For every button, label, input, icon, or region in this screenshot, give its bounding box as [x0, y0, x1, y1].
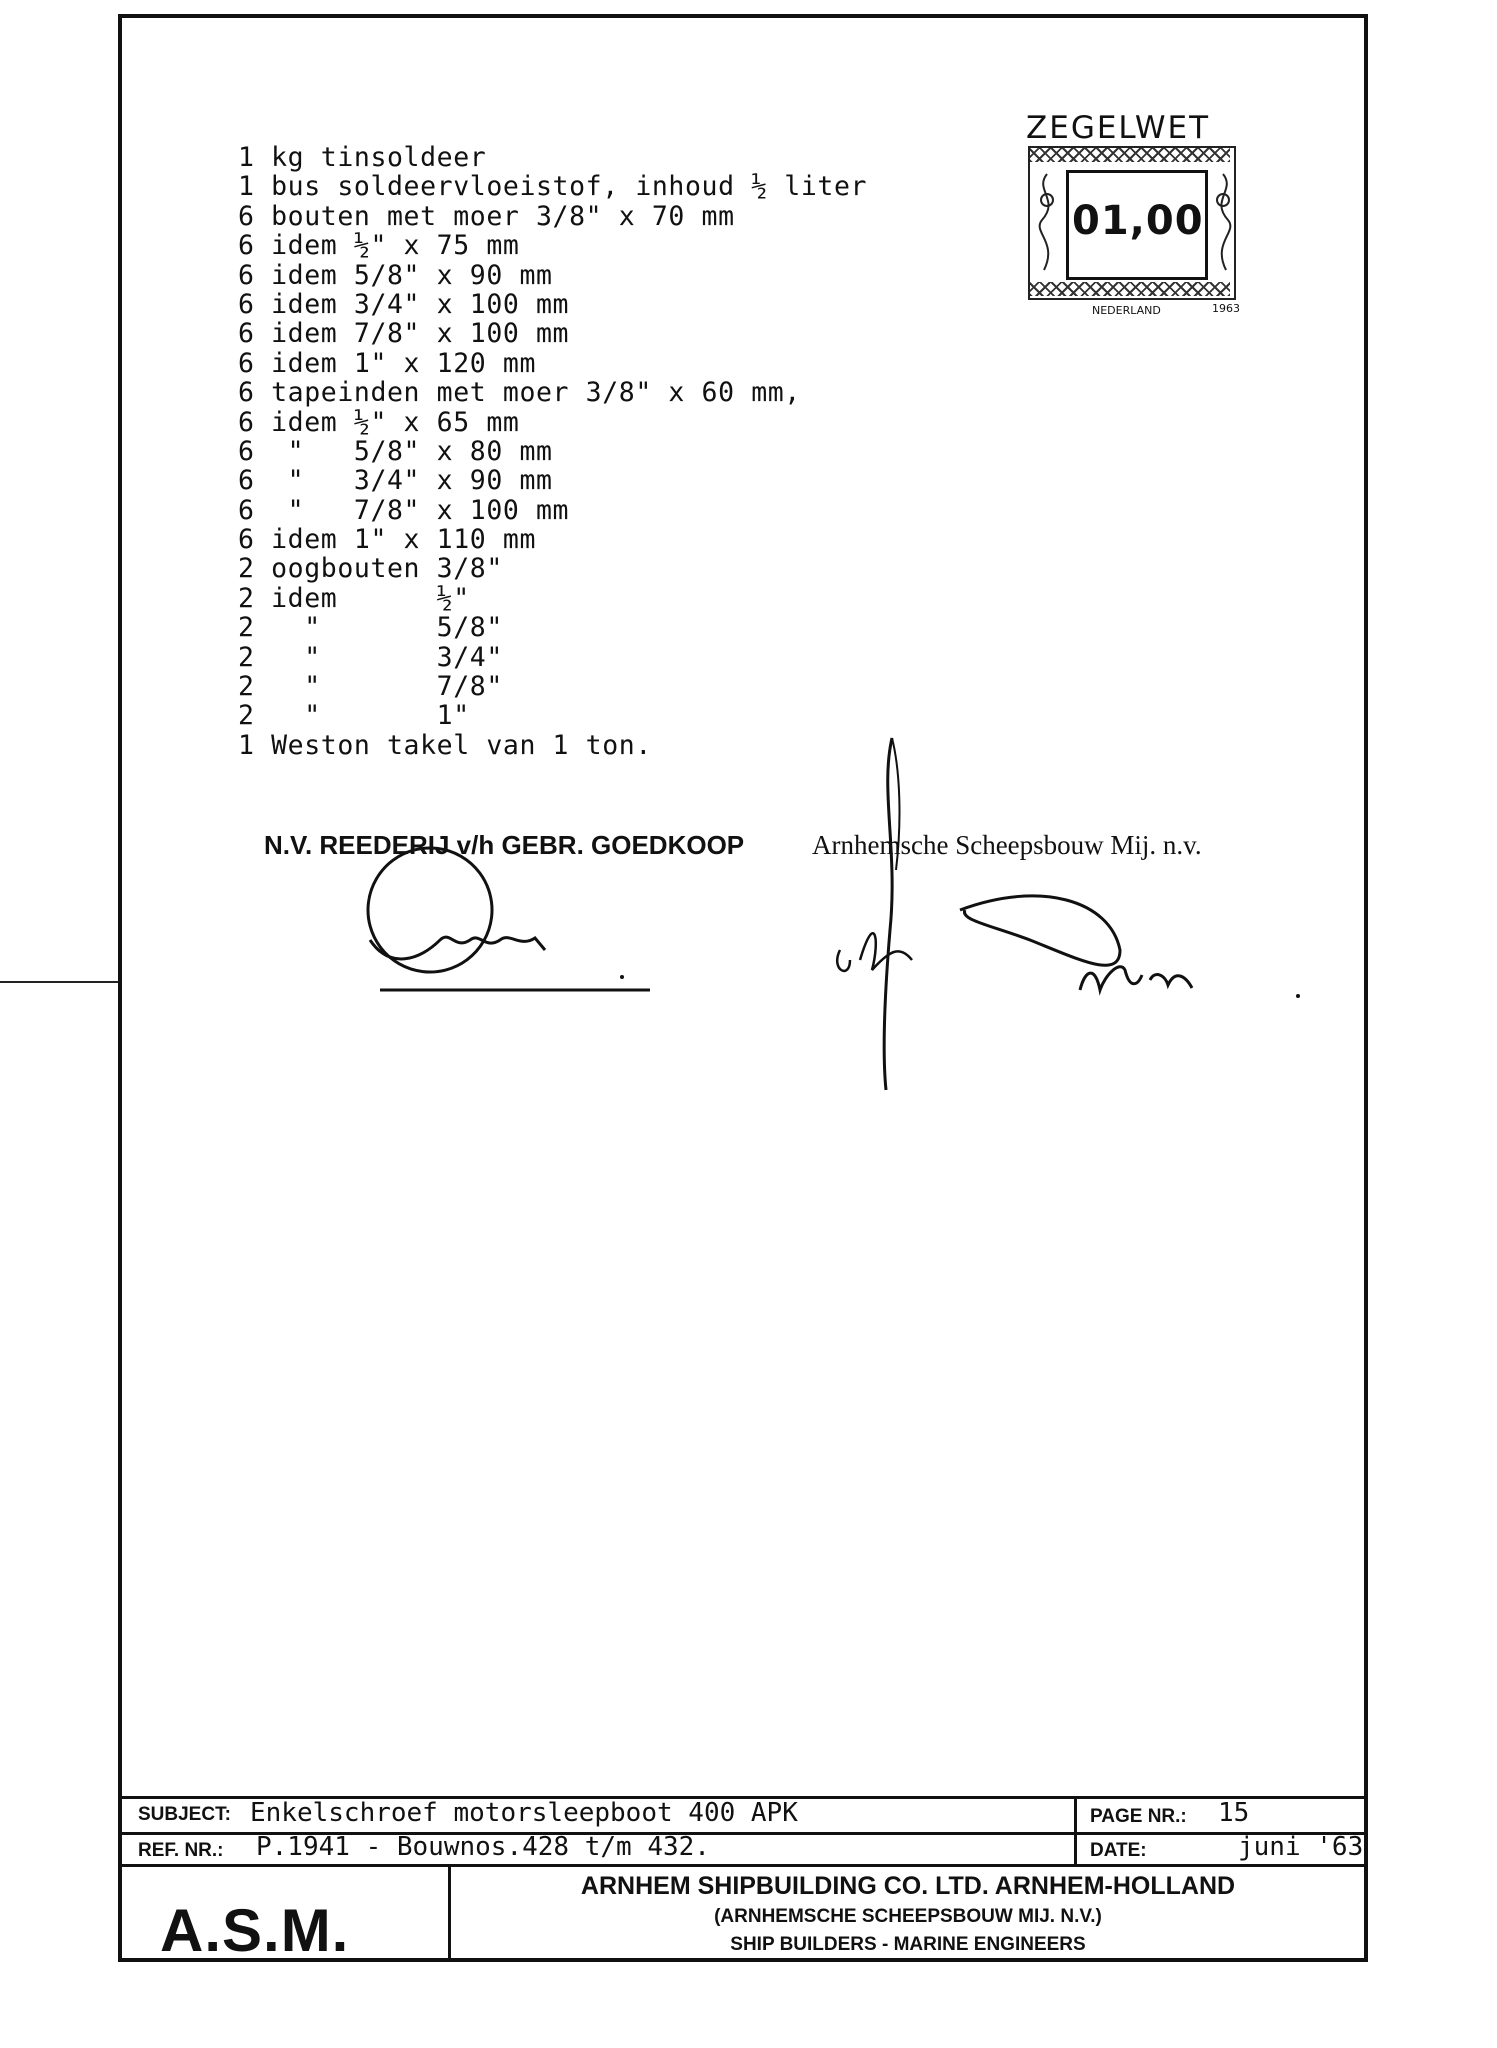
item-qty: 2 — [238, 700, 255, 732]
item-line — [238, 172, 867, 201]
item-line — [238, 701, 867, 730]
stamp-country: NEDERLAND — [1092, 304, 1161, 317]
item-line — [238, 613, 867, 642]
item-qty: 6 — [238, 288, 255, 320]
item-line — [238, 554, 867, 583]
item-qty: 2 — [238, 582, 255, 614]
signature-right-icon — [820, 730, 1320, 1100]
stamp-year: 1963 — [1212, 302, 1240, 315]
stamp-value: 01,00 — [1072, 198, 1204, 244]
title-block-rule-3 — [118, 1864, 1368, 1867]
item-line — [238, 584, 867, 613]
item-text: idem 1" x 120 mm — [271, 347, 536, 379]
item-qty: 2 — [238, 553, 255, 585]
item-qty: 6 — [238, 494, 255, 526]
ref-label: REF. NR.: — [138, 1840, 224, 1861]
item-qty: 6 — [238, 347, 255, 379]
subject-value: Enkelschroef motorsleepboot 400 APK — [250, 1798, 798, 1828]
item-qty: 6 — [238, 406, 255, 438]
item-qty: 6 — [238, 259, 255, 291]
company-line-1: ARNHEM SHIPBUILDING CO. LTD. ARNHEM-HOLLAND — [580, 1872, 1236, 1900]
item-qty: 6 — [238, 318, 255, 350]
item-line — [238, 643, 867, 672]
item-qty: 2 — [238, 612, 255, 644]
item-qty: 6 — [238, 435, 255, 467]
item-text: idem ½" x 75 mm — [271, 230, 520, 262]
item-line — [238, 496, 867, 525]
page-value: 15 — [1218, 1798, 1250, 1828]
item-line — [238, 525, 867, 554]
item-line — [238, 319, 867, 348]
ref-value: P.1941 - Bouwnos.428 t/m 432. — [256, 1832, 710, 1862]
item-text: idem ½" — [271, 582, 470, 614]
subject-label: SUBJECT: — [138, 1804, 231, 1825]
title-block-divider-right — [1074, 1796, 1077, 1864]
item-text: " 1" — [271, 700, 470, 732]
item-list — [238, 143, 867, 760]
item-line — [238, 731, 867, 760]
item-qty: 6 — [238, 377, 255, 409]
item-line — [238, 290, 867, 319]
item-text: bus soldeervloeistof, inhoud ½ liter — [271, 171, 868, 203]
item-line — [238, 202, 867, 231]
item-qty: 2 — [238, 671, 255, 703]
company-line-2: (ARNHEMSCHE SCHEEPSBOUW MIJ. N.V.) — [714, 1906, 1102, 1927]
item-text: " 7/8" — [271, 671, 503, 703]
item-text: tapeinden met moer 3/8" x 60 mm, — [271, 377, 801, 409]
stamp-ornament-left-icon — [1030, 170, 1064, 274]
party-right: Arnhemsche Scheepsbouw Mij. n.v. — [812, 830, 1202, 860]
title-block — [118, 1796, 1368, 1962]
stamp-title: ZEGELWET — [1026, 110, 1211, 146]
edge-mark — [0, 981, 118, 983]
item-line — [238, 231, 867, 260]
item-line — [238, 466, 867, 495]
item-line — [238, 437, 867, 466]
item-qty: 6 — [238, 200, 255, 232]
item-text: idem 3/4" x 100 mm — [271, 288, 570, 320]
item-qty: 6 — [238, 465, 255, 497]
item-text: idem 5/8" x 90 mm — [271, 259, 553, 291]
stamp-hatch-bottom — [1030, 282, 1230, 296]
party-left: N.V. REEDERIJ v/h GEBR. GOEDKOOP — [264, 830, 745, 860]
item-text: idem 1" x 110 mm — [271, 524, 536, 556]
item-line — [238, 672, 867, 701]
item-text: " 7/8" x 100 mm — [271, 494, 570, 526]
item-text: kg tinsoldeer — [271, 142, 487, 173]
company-line-3: SHIP BUILDERS - MARINE ENGINEERS — [730, 1934, 1086, 1955]
item-text: " 3/4" — [271, 641, 503, 673]
item-text: " 3/4" x 90 mm — [271, 465, 553, 497]
asm-logo: A.S.M. — [160, 1897, 350, 1964]
item-qty: 6 — [238, 524, 255, 556]
item-text: bouten met moer 3/8" x 70 mm — [271, 200, 735, 232]
item-text: " 5/8" — [271, 612, 503, 644]
item-line — [238, 378, 867, 407]
item-qty: 1 — [238, 142, 255, 173]
item-qty: 6 — [238, 230, 255, 262]
page-label: PAGE NR.: — [1090, 1806, 1187, 1827]
item-qty: 2 — [238, 641, 255, 673]
item-text: idem 7/8" x 100 mm — [271, 318, 570, 350]
revenue-stamp — [1022, 110, 1242, 325]
item-line — [238, 349, 867, 378]
item-text: " 5/8" x 80 mm — [271, 435, 553, 467]
date-value: juni '63 — [1238, 1832, 1364, 1862]
stamp-ornament-right-icon — [1206, 170, 1240, 274]
item-qty: 1 — [238, 729, 255, 761]
item-text: Weston takel van 1 ton. — [271, 729, 652, 761]
item-text: idem ½" x 65 mm — [271, 406, 520, 438]
item-line — [238, 143, 867, 172]
item-line — [238, 408, 867, 437]
item-line — [238, 261, 867, 290]
date-label: DATE: — [1090, 1840, 1147, 1861]
signature-left-icon — [330, 840, 670, 1020]
item-text: oogbouten 3/8" — [271, 553, 503, 585]
item-qty: 1 — [238, 171, 255, 203]
